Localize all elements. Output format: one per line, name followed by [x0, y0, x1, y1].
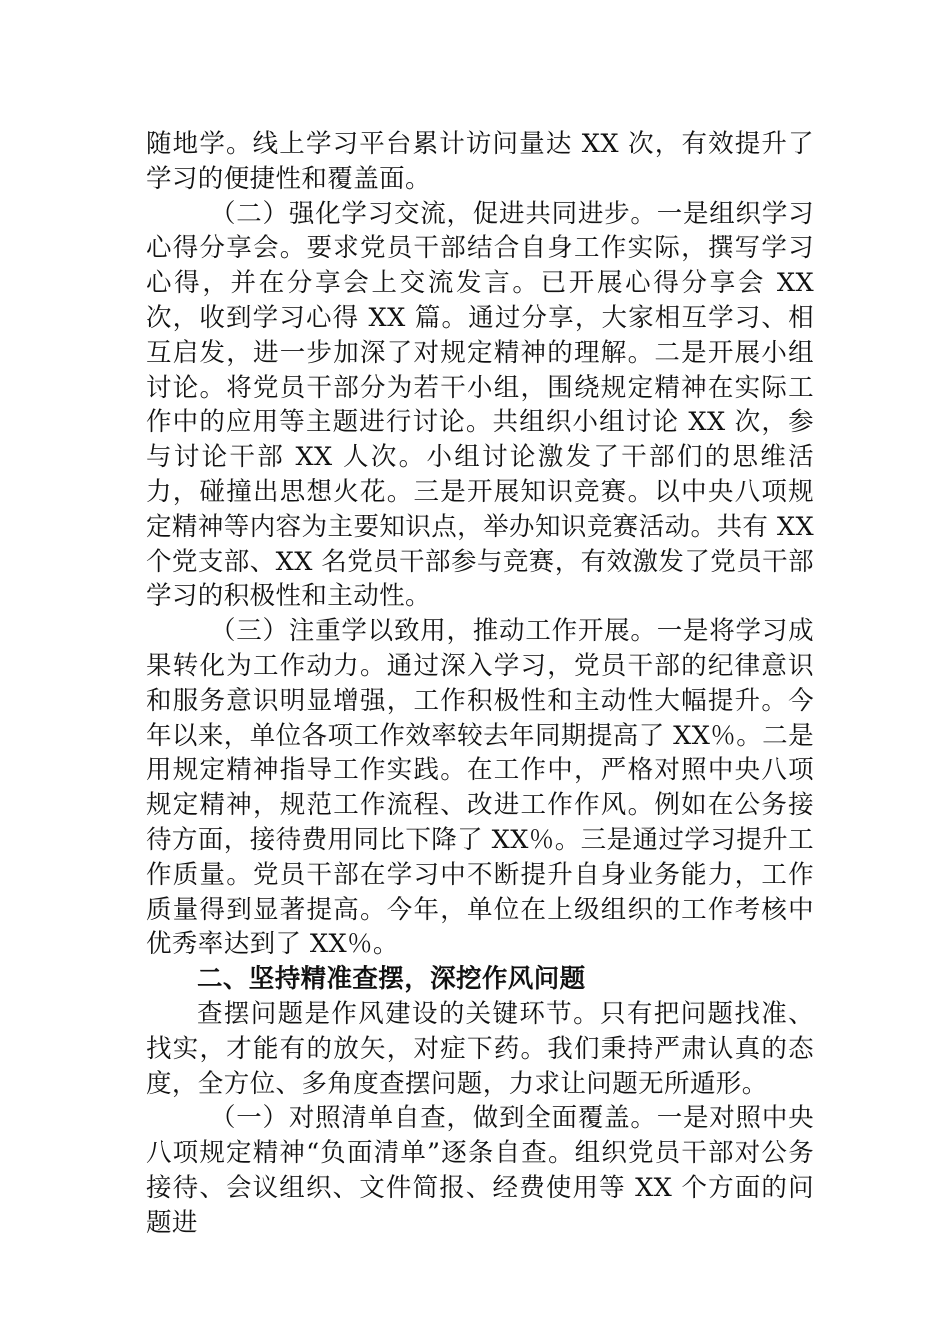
- paragraph-subsection-1: （一）对照清单自查，做到全面覆盖。一是对照中央八项规定精神“负面清单”逐条自查。组织党员干部对公务接待、会议组织、文件简报、经费使用等 XX 个方面的问题进: [146, 1103, 814, 1238]
- document-body: [146, 127, 814, 1241]
- section-heading: 二、坚持精准查摆，深挖作风问题: [197, 964, 586, 995]
- paragraph-continuation: 随地学。线上学习平台累计访问量达 XX 次，有效提升了学习的便捷性和覆盖面。: [146, 129, 814, 194]
- paragraph-body: 查摆问题是作风建设的关键环节。只有把问题找准、找实，才能有的放矢，对症下药。我们秉持严肃认真的态度，全方位、多角度查摆问题，力求让问题无所遁形。: [146, 998, 814, 1099]
- paragraph-subsection-3: （三）注重学以致用，推动工作开展。一是将学习成果转化为工作动力。通过深入学习，党员干部的纪律意识和服务意识明显增强，工作积极性和主动性大幅提升。今年以来，单位各项工作效率较去年同期提高了 XX％。二是用规定精神指导工作实践。在工作中，严格对照中央八项规定精神，规范工作流程、改进工作作风。例如在公务接待方面，接待费用同比下降了 XX％。三是通过学习提升工作质量。党员干部在学习中不断提升自身业务能力，工作质量得到显著提高。今年，单位在上级组织的工作考核中优秀率达到了 XX％。: [146, 616, 814, 960]
- paragraph-subsection-2: （二）强化学习交流，促进共同进步。一是组织学习心得分享会。要求党员干部结合自身工作实际，撰写学习心得，并在分享会上交流发言。已开展心得分享会 XX 次，收到学习心得 XX 篇。通过分享，大家相互学习、相互启发，进一步加深了对规定精神的理解。二是开展小组讨论。将党员干部分为若干小组，围绕规定精神在实际工作中的应用等主题进行讨论。共组织小组讨论 XX 次，参与讨论干部 XX 人次。小组讨论激发了干部们的思维活力，碰撞出思想火花。三是开展知识竞赛。以中央八项规定精神等内容为主要知识点，举办知识竞赛活动。共有 XX 个党支部、XX 名党员干部参与竞赛，有效激发了党员干部学习的积极性和主动性。: [146, 198, 814, 612]
